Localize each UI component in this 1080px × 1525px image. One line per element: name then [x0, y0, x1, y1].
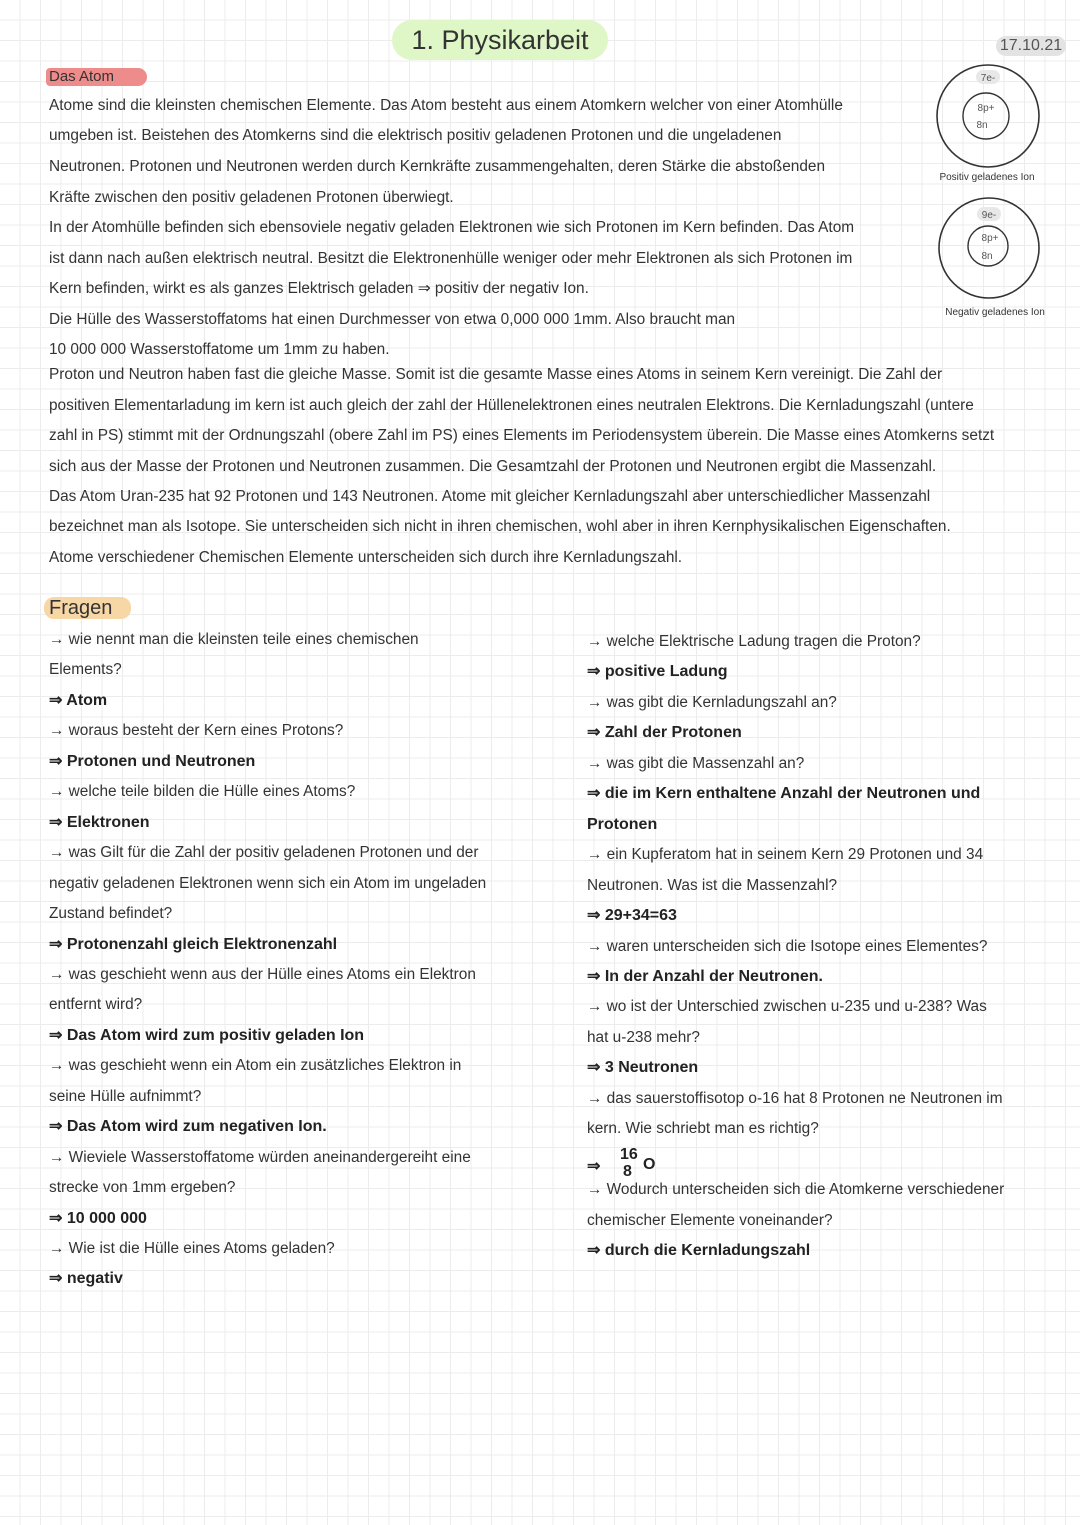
intro-line: bezeichnet man als Isotope. Sie unterscheiden sich nicht in ihren chemischen, wohl aber in ihren Kernphysikalischen Eigenschaften.	[49, 518, 951, 535]
intro-line: Kern befinden, wirkt es als ganzes Elektrisch geladen ⇒ positiv der negativ Ion.	[49, 280, 589, 297]
question-line: strecke von 1mm ergeben?	[49, 1179, 236, 1197]
answer-line: ⇒ Protonen und Neutronen	[49, 752, 256, 770]
positive-ion-caption: Positiv geladenes Ion	[939, 172, 1035, 183]
question-line: → Wie ist die Hülle eines Atoms geladen?	[49, 1240, 335, 1257]
intro-line: ist dann nach außen elektrisch neutral. Besitzt die Elektronenhülle weniger oder mehr Elektronen als sich Protonen im	[49, 250, 853, 267]
answer-line: ⇒ durch die Kernladungszahl	[587, 1242, 811, 1259]
answer-line: Protonen	[587, 815, 658, 833]
intro-line: Atome verschiedener Chemischen Elemente unterscheiden sich durch ihre Kernladungszahl.	[49, 549, 683, 566]
isotope-notation	[587, 1144, 677, 1178]
answer-line: ⇒ 3 Neutronen	[587, 1059, 699, 1077]
question-line: → welche Elektrische Ladung tragen die Proton?	[587, 633, 921, 650]
intro-line: Atome sind die kleinsten chemischen Elemente. Das Atom besteht aus einem Atomkern welcher von einer Atomhülle	[49, 97, 843, 114]
answer-line: ⇒ positive Ladung	[587, 663, 728, 681]
answer-line: ⇒ Das Atom wird zum positiv geladen Ion	[49, 1026, 365, 1044]
page-title: 1. Physikarbeit	[392, 20, 608, 60]
positive-ion-diagram	[930, 64, 1050, 189]
negative-ion-protons-label: 8p+	[981, 233, 999, 244]
answer-line: ⇒ die im Kern enthaltene Anzahl der Neutronen und	[587, 785, 981, 803]
isotope-mass-number: 16	[620, 1145, 638, 1163]
answer-line: ⇒ 10 000 000	[49, 1209, 147, 1227]
intro-line: Das Atom Uran-235 hat 92 Protonen und 143 Neutronen. Atome mit gleicher Kernladungszahl aber unterschiedlicher Massenzahl	[49, 488, 931, 505]
section-heading-fragen: Fragen	[44, 597, 131, 619]
question-line: → was Gilt für die Zahl der positiv geladenen Protonen und der	[49, 844, 479, 862]
question-line: chemischer Elemente voneinander?	[587, 1211, 833, 1229]
question-line: → was geschieht wenn ein Atom ein zusätzliches Elektron in	[49, 1057, 462, 1075]
isotope-atomic-number: 8	[623, 1162, 632, 1180]
section-heading-atom: Das Atom	[46, 68, 147, 86]
intro-line: Proton und Neutron haben fast die gleiche Masse. Somit ist die gesamte Masse eines Atoms in seinem Kern vereinigt. Die Zahl der	[49, 366, 943, 383]
answer-line: ⇒ Protonenzahl gleich Elektronenzahl	[49, 935, 338, 953]
answer-line: ⇒ Das Atom wird zum negativen Ion.	[49, 1118, 327, 1136]
question-line: kern. Wie schriebt man es richtig?	[587, 1120, 819, 1138]
negative-ion-caption: Negativ geladenes Ion	[945, 307, 1045, 318]
intro-line: sich aus der Masse der Protonen und Neutronen zusammen. Die Gesamtzahl der Protonen und Neutronen ergibt die Massenzahl.	[49, 458, 937, 475]
isotope-arrow: ⇒	[587, 1157, 601, 1175]
question-line: Neutronen. Was ist die Massenzahl?	[587, 876, 838, 894]
intro-line: Kräfte zwischen den positiv geladenen Protonen überwiegt.	[49, 189, 454, 206]
intro-line: Neutronen. Protonen und Neutronen werden durch Kernkräfte zusammengehalten, deren Stärke die abstoßenden	[49, 158, 826, 175]
question-line: → wie nennt man die kleinsten teile eines chemischen	[49, 631, 419, 648]
question-line: → was geschieht wenn aus der Hülle eines Atoms ein Elektron	[49, 965, 476, 983]
answer-line: ⇒ Elektronen	[49, 813, 150, 831]
question-line: → was gibt die Kernladungszahl an?	[587, 693, 837, 711]
intro-line: zahl in PS) stimmt mit der Ordnungszahl (obere Zahl im PS) eines Elements im Periodensystem überein. Die Masse eines Atomkerns setzt	[49, 427, 995, 444]
question-line: → welche teile bilden die Hülle eines Atoms?	[49, 783, 356, 801]
negative-ion-shell-label: 9e-	[981, 210, 997, 221]
answer-line: ⇒ Atom	[49, 691, 108, 709]
question-line: Zustand befindet?	[49, 905, 173, 923]
question-line: → waren unterscheiden sich die Isotope eines Elementes?	[587, 937, 988, 955]
question-line: → Wodurch unterscheiden sich die Atomkerne verschiedener	[587, 1181, 1005, 1199]
answer-line: ⇒ 29+34=63	[587, 907, 677, 925]
intro-line: In der Atomhülle befinden sich ebensoviele negativ geladen Elektronen wie sich Protonen im Kern befinden. Das Atom	[49, 219, 855, 236]
question-line: entfernt wird?	[49, 996, 143, 1014]
answer-line: ⇒ Zahl der Protonen	[587, 724, 742, 742]
negative-ion-neutrons-label: 8n	[981, 251, 993, 262]
intro-line: 10 000 000 Wasserstoffatome um 1mm zu haben.	[49, 341, 390, 358]
positive-ion-protons-label: 8p+	[977, 103, 995, 114]
question-line: hat u-238 mehr?	[587, 1028, 700, 1046]
question-line: → woraus besteht der Kern eines Protons?	[49, 722, 344, 740]
date-badge: 17.10.21	[996, 36, 1066, 56]
question-line: → wo ist der Unterschied zwischen u-235 und u-238? Was	[587, 998, 987, 1016]
positive-ion-shell-label: 7e-	[980, 73, 996, 84]
question-line: Elements?	[49, 661, 122, 679]
question-line: → das sauerstoffisotop o-16 hat 8 Protonen ne Neutronen im	[587, 1089, 1003, 1107]
intro-line: umgeben ist. Beistehen des Atomkerns sind die elektrisch positiv geladenen Protonen und die ungeladenen	[49, 127, 782, 144]
intro-line: positiven Elementarladung im kern ist auch gleich der zahl der Hüllenelektronen eines neutralen Elektrons. Die Kernladungszahl (untere	[49, 397, 974, 414]
question-line: → Wieviele Wasserstoffatome würden aneinandergereiht eine	[49, 1148, 471, 1166]
intro-line: Die Hülle des Wasserstoffatoms hat einen Durchmesser von etwa 0,000 000 1mm. Also braucht man	[49, 311, 736, 328]
isotope-symbol: O	[643, 1155, 656, 1173]
question-line: negativ geladenen Elektronen wenn sich ein Atom im ungeladen	[49, 874, 487, 892]
negative-ion-diagram	[930, 196, 1055, 322]
question-line: → ein Kupferatom hat in seinem Kern 29 Protonen und 34	[587, 846, 984, 864]
question-line: → was gibt die Massenzahl an?	[587, 754, 805, 772]
answer-line: ⇒ negativ	[49, 1270, 123, 1288]
answer-line: ⇒ In der Anzahl der Neutronen.	[587, 967, 823, 985]
question-line: seine Hülle aufnimmt?	[49, 1087, 202, 1105]
positive-ion-neutrons-label: 8n	[976, 120, 988, 131]
